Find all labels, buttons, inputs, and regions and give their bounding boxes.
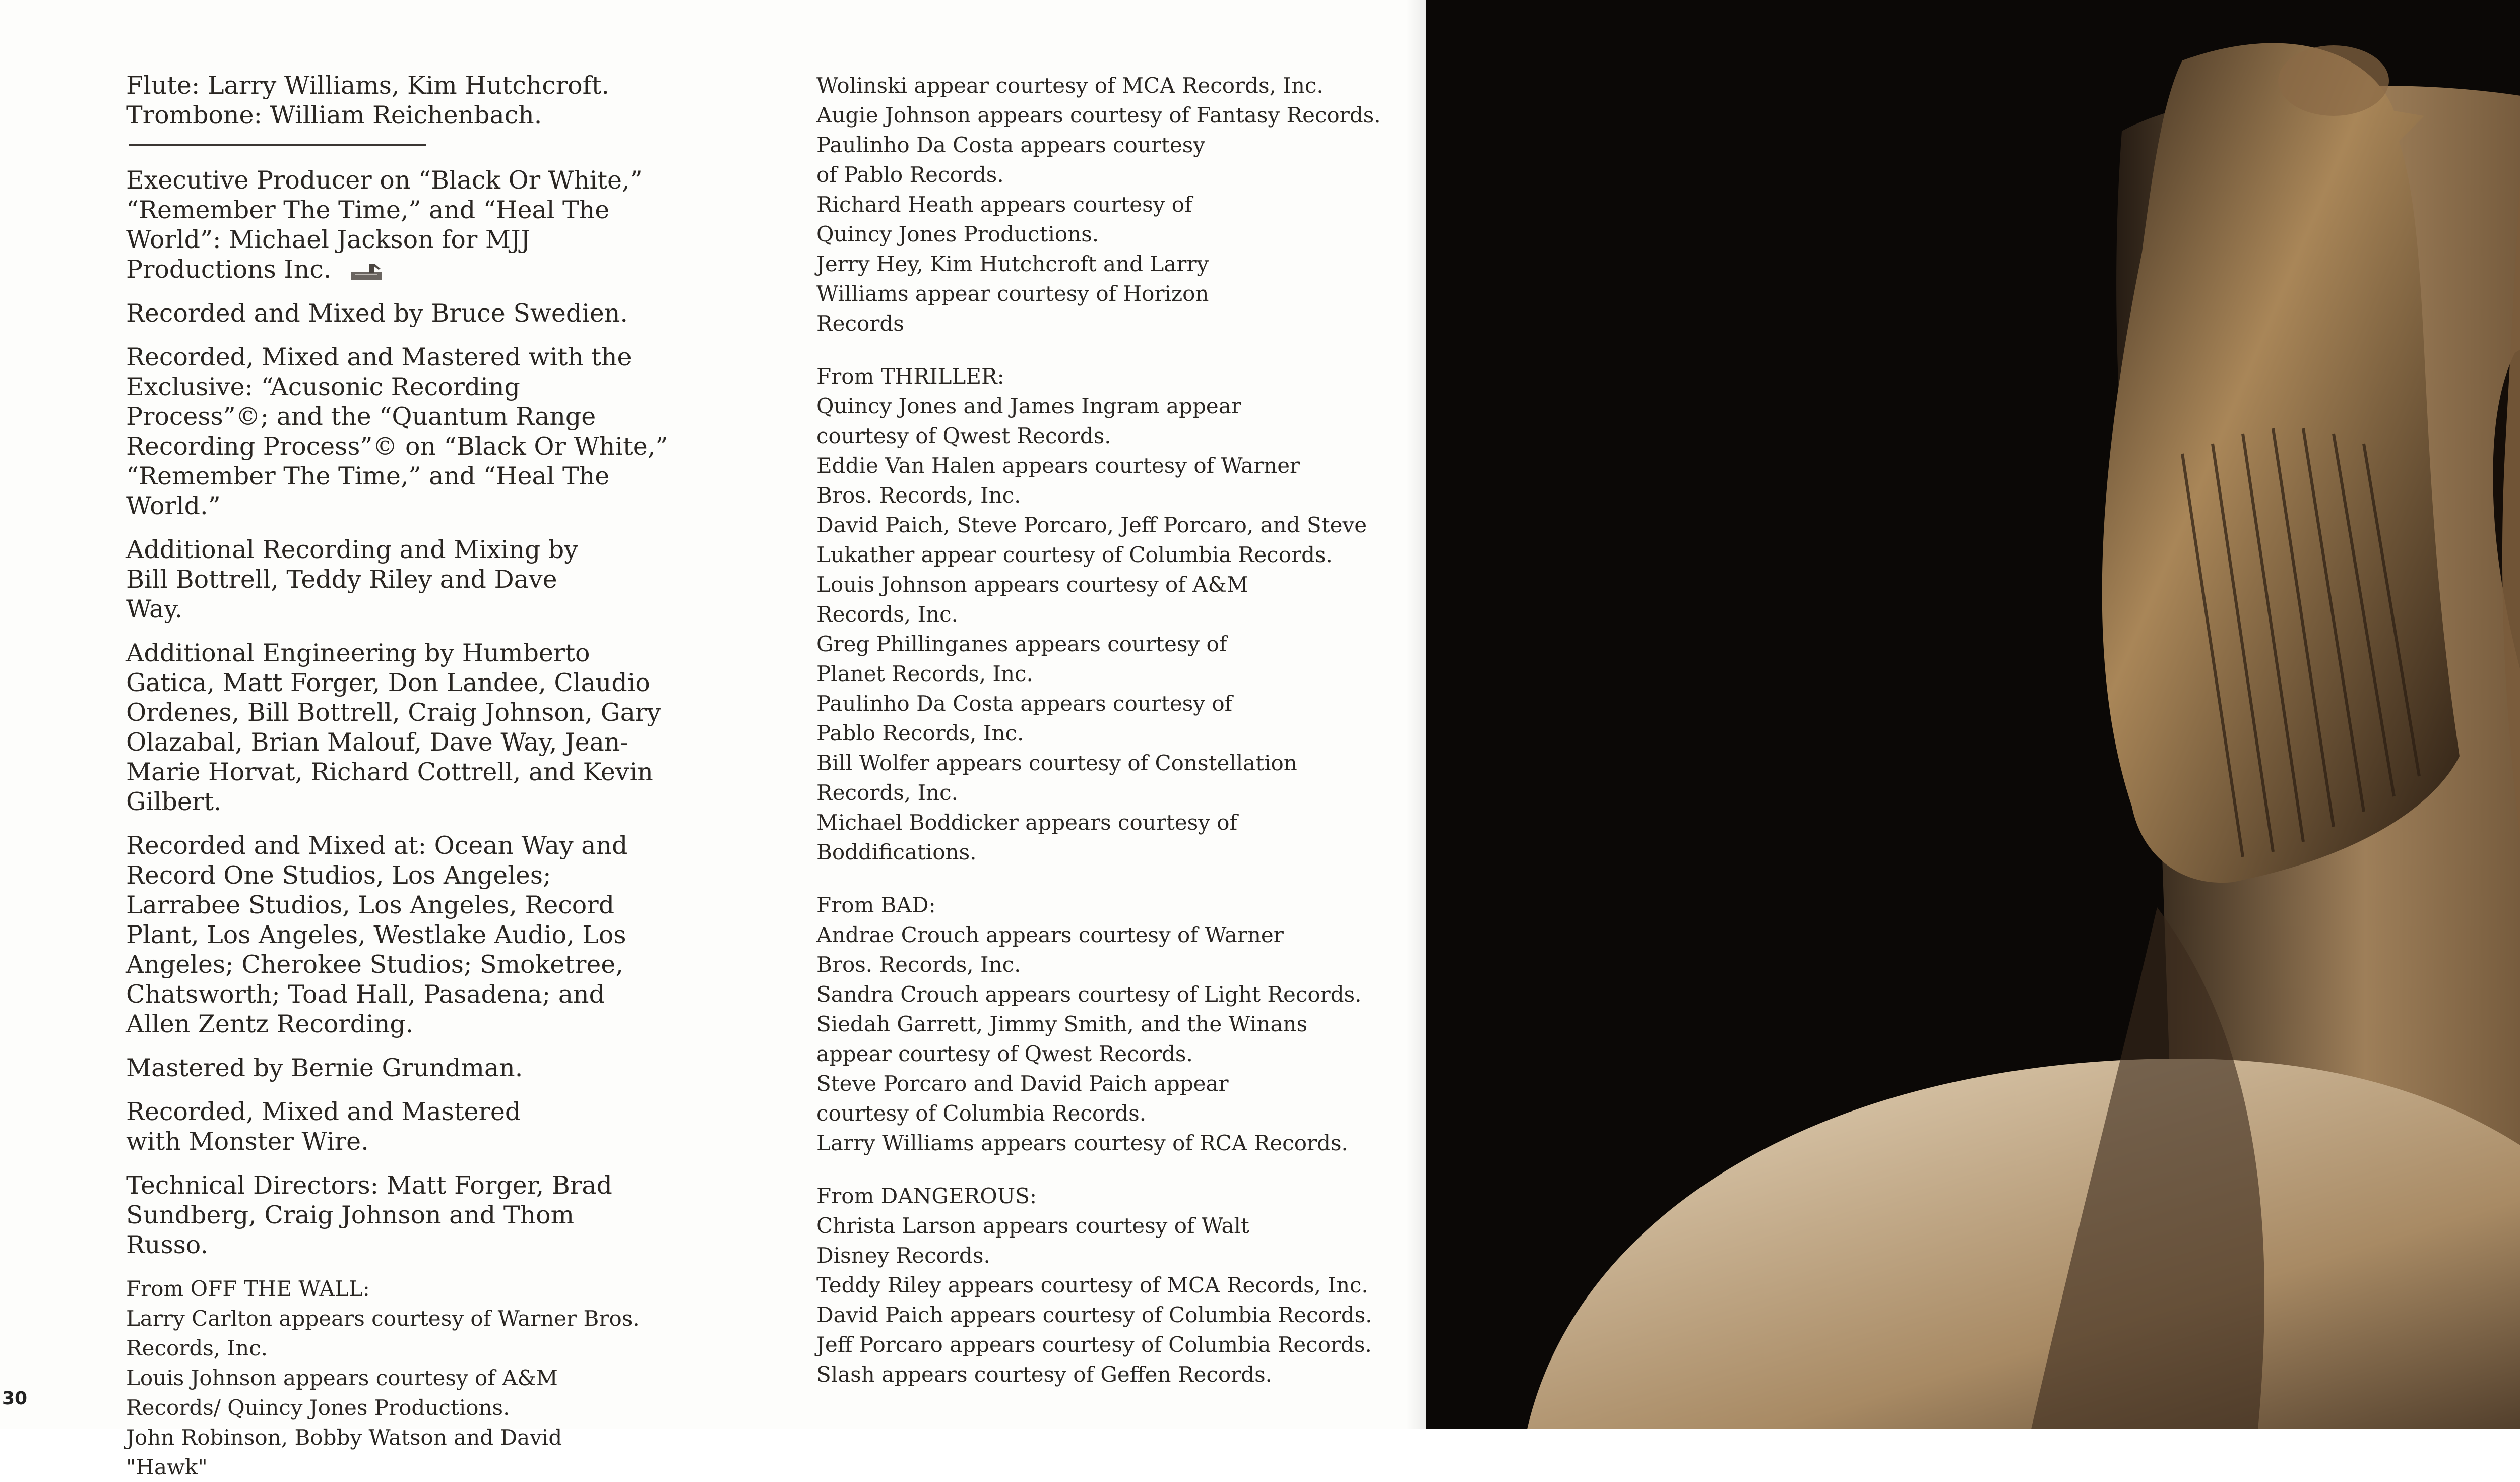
bad-line: Larry Williams appears courtesy of RCA Records. [816, 1131, 1348, 1155]
thriller-line: David Paich, Steve Porcaro, Jeff Porcaro, and Steve Lukather appear courtesy of Columbia Records. [816, 513, 1367, 567]
bad-line: Steve Porcaro and David Paich appear courtesy of Columbia Records. [816, 1071, 1229, 1126]
bad-line: Siedah Garrett, Jimmy Smith, and the Winans appear courtesy of Qwest Records. [816, 1012, 1308, 1066]
continued-line: Richard Heath appears courtesy of Quincy Jones Productions. [816, 192, 1192, 246]
recorded-mixed-credit: Recorded and Mixed by Bruce Swedien. [126, 299, 628, 328]
executive-producer-credit: Executive Producer on “Black Or White,” “Remember The Time,” and “Heal The World”: Michael Jackson for MJJ Productions Inc. [126, 166, 643, 284]
off-the-wall-line: Larry Carlton appears courtesy of Warner Bros. Records, Inc. [126, 1306, 640, 1361]
continued-line: Wolinski appear courtesy of MCA Records, Inc. [816, 73, 1324, 98]
instrument-credits [126, 71, 706, 130]
thriller-heading: From THRILLER: [816, 364, 1004, 389]
credits-column-1 [126, 71, 706, 1482]
trombone-credit: Trombone: William Reichenbach. [126, 101, 542, 130]
off-the-wall-line: Louis Johnson appears courtesy of A&M Records/ Quincy Jones Productions. [126, 1366, 558, 1420]
additional-recording-credit: Additional Recording and Mixing by Bill Bottrell, Teddy Riley and Dave Way. [126, 535, 578, 624]
bad-heading: From BAD: [816, 893, 936, 917]
bad-line: Andrae Crouch appears courtesy of Warner Bros. Records, Inc. [816, 922, 1284, 977]
dangerous-line: David Paich appears courtesy of Columbia Records. [816, 1303, 1372, 1327]
right-page-photo [1426, 0, 2520, 1429]
thriller-line: Paulinho Da Costa appears courtesy of Pablo Records, Inc. [816, 691, 1233, 746]
off-the-wall-line: John Robinson, Bobby Watson and David "Hawk" [126, 1425, 562, 1479]
dangerous-heading: From DANGEROUS: [816, 1184, 1037, 1208]
continued-line: Paulinho Da Costa appears courtesy of Pablo Records. [816, 133, 1206, 187]
mastered-credit: Mastered by Bernie Grundman. [126, 1054, 523, 1082]
falcon-statue-portrait-image [1426, 0, 2520, 1429]
continued-line: Augie Johnson appears courtesy of Fantasy Records. [816, 103, 1381, 128]
dangerous-line: Christa Larson appears courtesy of Walt Disney Records. [816, 1213, 1249, 1268]
dangerous-line: Teddy Riley appears courtesy of MCA Records, Inc. [816, 1273, 1368, 1298]
dangerous-line: Slash appears courtesy of Geffen Records. [816, 1362, 1273, 1387]
section-divider [129, 144, 426, 146]
acusonic-process-credit: Recorded, Mixed and Mastered with the Exclusive: “Acusonic Recording Process”©; and the “Quantum Range Recording Process”© on “Black Or White,” “Remember The Time,” and “Heal The World.” [126, 343, 668, 520]
page-number-left: 30 [2, 1388, 28, 1409]
credits-column-2 [816, 71, 1396, 1389]
thriller-line: Louis Johnson appears courtesy of A&M Records, Inc. [816, 572, 1248, 627]
bad-line: Sandra Crouch appears courtesy of Light Records. [816, 982, 1362, 1007]
thriller-line: Michael Boddicker appears courtesy of Boddifications. [816, 810, 1238, 865]
flute-credit: Flute: Larry Williams, Kim Hutchcroft. [126, 71, 610, 100]
thriller-line: Quincy Jones and James Ingram appear courtesy of Qwest Records. [816, 394, 1241, 448]
studios-credit: Recorded and Mixed at: Ocean Way and Record One Studios, Los Angeles; Larrabee Studios, Los Angeles, Record Plant, Los Angeles, Westlake Audio, Los Angeles; Cherokee Studios; Smoketree, Chatsworth; Toad Hall, Pasadena; and Allen Zentz Recording. [126, 831, 628, 1038]
mjj-logo-icon [350, 262, 386, 282]
off-the-wall-heading: From OFF THE WALL: [126, 1276, 370, 1301]
technical-directors-credit: Technical Directors: Matt Forger, Brad Sundberg, Craig Johnson and Thom Russo. [126, 1171, 612, 1259]
thriller-line: Bill Wolfer appears courtesy of Constellation Records, Inc. [816, 751, 1297, 805]
additional-engineering-credit: Additional Engineering by Humberto Gatica, Matt Forger, Don Landee, Claudio Ordenes, Bill Bottrell, Craig Johnson, Gary Olazabal, Brian Malouf, Dave Way, Jean-Marie Horvat, Richard Cottrell, and Kevin Gilbert. [126, 639, 661, 816]
thriller-line: Eddie Van Halen appears courtesy of Warner Bros. Records, Inc. [816, 453, 1300, 508]
thriller-line: Greg Phillinganes appears courtesy of Planet Records, Inc. [816, 632, 1227, 686]
continued-line: Jerry Hey, Kim Hutchcroft and Larry Williams appear courtesy of Horizon Records [816, 252, 1209, 336]
monster-wire-credit: Recorded, Mixed and Mastered with Monster Wire. [126, 1097, 521, 1156]
dangerous-line: Jeff Porcaro appears courtesy of Columbia Records. [816, 1332, 1372, 1357]
